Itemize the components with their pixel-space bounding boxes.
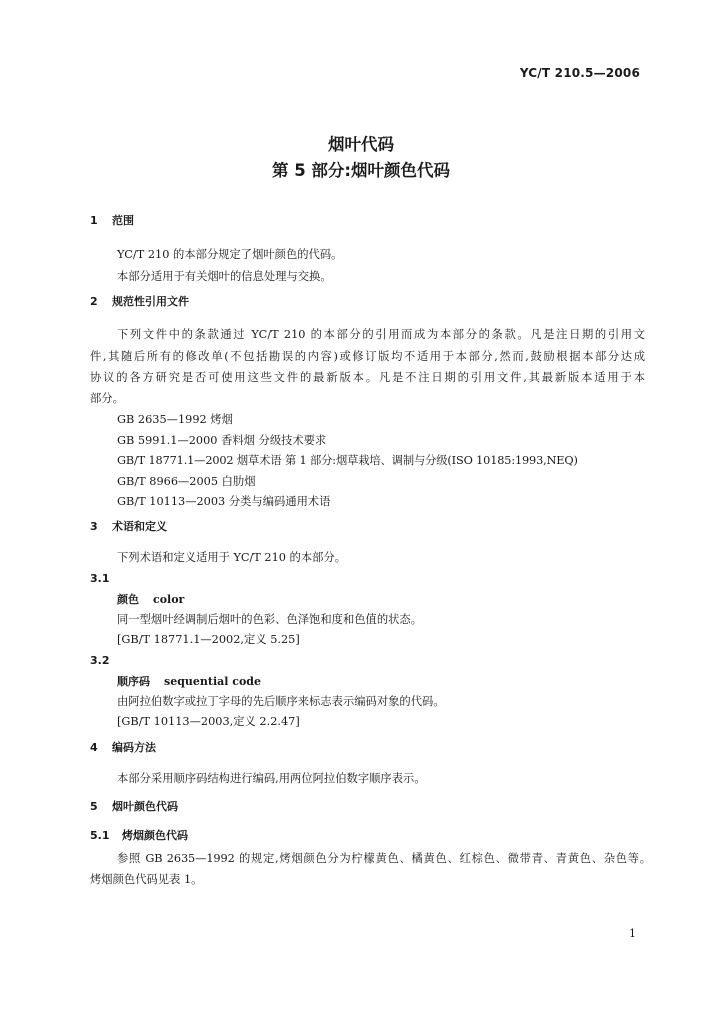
term-definition: 由阿拉伯数字或拉丁字母的先后顺序来标志表示编码对象的代码。: [117, 695, 445, 708]
term-zh: 顺序码: [117, 675, 150, 688]
reference-item: GB/T 10113—2003 分类与编码通用术语: [117, 495, 331, 508]
section-number: 5: [90, 800, 98, 813]
flue-cured-color-text: 烤烟颜色代码见表 1。: [90, 873, 203, 886]
scope-paragraph-2: 本部分适用于有关烟叶的信息处理与交换。: [117, 270, 332, 283]
section-title: 烟叶颜色代码: [112, 800, 178, 813]
section-title: 编码方法: [112, 741, 156, 754]
term-source: [GB/T 18771.1—2002,定义 5.25]: [117, 633, 300, 646]
section-2-heading: [90, 295, 189, 309]
reference-item: GB/T 18771.1—2002 烟草术语 第 1 部分:烟草栽培、调制与分级(ISO 10185:1993,NEQ): [117, 454, 578, 467]
section-3-heading: [90, 520, 167, 534]
section-5-heading: [90, 800, 178, 814]
section-number: 2: [90, 295, 98, 308]
normative-paragraph-line: 协议的各方研究是否可使用这些文件的最新版本。凡是不注日期的引用文件,其最新版本适用于本: [90, 371, 645, 384]
section-title: 烤烟颜色代码: [122, 829, 188, 842]
term-source: [GB/T 10113—2003,定义 2.2.47]: [117, 715, 300, 728]
section-title: 术语和定义: [112, 520, 167, 533]
reference-item: GB/T 8966—2005 白肋烟: [117, 475, 256, 488]
term-color: [117, 593, 184, 607]
section-title: 规范性引用文件: [112, 295, 189, 308]
section-4-heading: [90, 741, 156, 755]
section-number: 1: [90, 214, 98, 227]
document-code: YC/T 210.5—2006: [519, 66, 640, 80]
term-definition: 同一型烟叶经调制后烟叶的色彩、色泽饱和度和色值的状态。: [117, 613, 423, 626]
flue-cured-color-text: 参照 GB 2635—1992 的规定,烤烟颜色分为柠檬黄色、橘黄色、红棕色、微带青、青黄色、杂色等。: [117, 852, 651, 865]
term-en: color: [153, 593, 185, 606]
scope-paragraph-1: YC/T 210 的本部分规定了烟叶颜色的代码。: [117, 248, 343, 261]
document-subtitle: 第 5 部分:烟叶颜色代码: [271, 161, 451, 180]
page-number: 1: [629, 927, 636, 940]
term-sequential-code: [117, 675, 261, 689]
normative-paragraph-line: 件,其随后所有的修改单(不包括勘误的内容)或修订版均不适用于本部分,然而,鼓励根据本部分达成: [90, 350, 645, 363]
coding-method-text: 本部分采用顺序码结构进行编码,用两位阿拉伯数字顺序表示。: [117, 772, 426, 785]
section-number: 3: [90, 520, 98, 533]
document-title: 烟叶代码: [328, 135, 394, 154]
normative-paragraph-line: 下列文件中的条款通过 YC/T 210 的本部分的引用而成为本部分的条款。凡是注日期的引用文: [117, 328, 645, 341]
clause-3-1-number: 3.1: [90, 572, 110, 585]
term-en: sequential code: [164, 675, 261, 688]
section-5-1-heading: [90, 829, 188, 843]
normative-paragraph-line: 部分。: [90, 392, 124, 405]
section-1-heading: [90, 214, 134, 228]
section-number: 5.1: [90, 829, 110, 842]
section-number: 4: [90, 741, 98, 754]
terms-intro: 下列术语和定义适用于 YC/T 210 的本部分。: [117, 551, 347, 564]
reference-item: GB 5991.1—2000 香料烟 分级技术要求: [117, 434, 327, 447]
reference-item: GB 2635—1992 烤烟: [117, 413, 233, 426]
section-title: 范围: [112, 214, 134, 227]
term-zh: 颜色: [117, 593, 139, 606]
clause-3-2-number: 3.2: [90, 654, 110, 667]
